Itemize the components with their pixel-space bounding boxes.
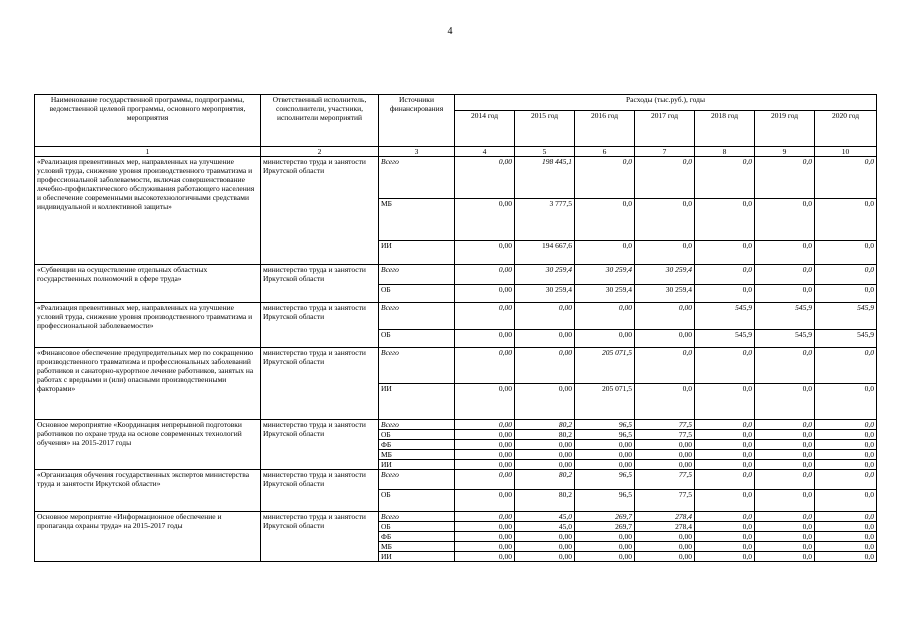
header-year: 2020 год (815, 111, 877, 147)
expense-value: 0,0 (695, 450, 755, 460)
expense-value: 80,2 (515, 420, 575, 430)
expense-value: 0,0 (755, 241, 815, 265)
expense-value: 545,9 (815, 330, 877, 348)
executor: министерство труда и занятости Иркутской области (261, 512, 379, 562)
page-number: 4 (447, 26, 453, 37)
expense-value: 0,00 (575, 532, 635, 542)
expense-value: 0,00 (635, 303, 695, 330)
expense-value: 278,4 (635, 512, 695, 522)
expense-value: 0,00 (515, 330, 575, 348)
expense-value: 0,0 (755, 384, 815, 420)
column-number: 4 (455, 147, 515, 157)
expense-value: 77,5 (635, 490, 695, 512)
expense-value: 0,00 (455, 157, 515, 199)
expense-value: 0,0 (635, 384, 695, 420)
expense-value: 0,0 (815, 420, 877, 430)
table-row (35, 303, 877, 330)
expense-value: 0,00 (455, 440, 515, 450)
expense-value: 0,0 (815, 490, 877, 512)
expense-value: 0,0 (575, 157, 635, 199)
expense-value: 0,0 (815, 532, 877, 542)
table-body (35, 157, 877, 562)
activity-name: «Реализация превентивных мер, направленных на улучшение условий труда, снижение уровня производственного травматизма и профессиональной заболеваемости» (35, 303, 261, 348)
expense-value: 0,0 (695, 512, 755, 522)
expense-value: 0,0 (635, 348, 695, 384)
expense-value: 0,0 (695, 490, 755, 512)
expense-value: 0,0 (635, 241, 695, 265)
column-number: 9 (755, 147, 815, 157)
table-row (35, 420, 877, 430)
header-year: 2014 год (455, 111, 515, 147)
expense-value: 0,0 (695, 285, 755, 303)
expense-value: 0,0 (695, 460, 755, 470)
expense-value: 0,0 (755, 420, 815, 430)
expense-value: 0,0 (695, 440, 755, 450)
expense-value: 0,00 (455, 552, 515, 562)
expense-value: 30 259,4 (575, 285, 635, 303)
expense-value: 0,00 (455, 265, 515, 285)
funding-source: ОБ (379, 285, 455, 303)
expense-value: 0,0 (755, 265, 815, 285)
funding-source: Всего (379, 512, 455, 522)
expense-value: 0,0 (695, 470, 755, 490)
expense-value: 545,9 (755, 303, 815, 330)
expense-value: 0,0 (755, 285, 815, 303)
expense-value: 0,00 (455, 512, 515, 522)
expense-value: 0,00 (455, 470, 515, 490)
header-name-column: Наименование государственной программы, подпрограммы, ведомственной целевой программы, основного мероприятия, мероприятия (35, 95, 261, 147)
column-number: 1 (35, 147, 261, 157)
expense-value: 0,00 (575, 330, 635, 348)
expense-value: 0,00 (635, 330, 695, 348)
expense-value: 0,00 (515, 440, 575, 450)
expense-value: 45,0 (515, 522, 575, 532)
expense-value: 0,00 (575, 303, 635, 330)
funding-source: Всего (379, 348, 455, 384)
expense-value: 0,0 (815, 199, 877, 241)
expense-value: 0,0 (815, 470, 877, 490)
expense-value: 0,00 (575, 552, 635, 562)
expense-value: 0,00 (455, 199, 515, 241)
expense-value: 96,5 (575, 490, 635, 512)
expense-value: 0,00 (635, 542, 695, 552)
executor: министерство труда и занятости Иркутской области (261, 157, 379, 265)
funding-source: МБ (379, 199, 455, 241)
funding-source: ОБ (379, 330, 455, 348)
expense-value: 0,0 (695, 542, 755, 552)
expense-value: 0,00 (455, 420, 515, 430)
expense-value: 80,2 (515, 430, 575, 440)
header-year: 2018 год (695, 111, 755, 147)
expense-value: 0,0 (695, 157, 755, 199)
expense-value: 0,00 (515, 532, 575, 542)
expense-value: 0,00 (515, 552, 575, 562)
expense-value: 0,0 (755, 490, 815, 512)
header-source-column: Источники финансирования (379, 95, 455, 147)
expense-value: 205 071,5 (575, 348, 635, 384)
expense-value: 0,00 (515, 450, 575, 460)
budget-table (34, 94, 877, 562)
expense-value: 0,00 (635, 450, 695, 460)
expense-value: 0,0 (815, 348, 877, 384)
expense-value: 0,0 (695, 532, 755, 542)
expense-value: 198 445,1 (515, 157, 575, 199)
expense-value: 0,0 (695, 199, 755, 241)
column-number: 5 (515, 147, 575, 157)
expense-value: 80,2 (515, 490, 575, 512)
expense-value: 77,5 (635, 420, 695, 430)
expense-value: 545,9 (695, 303, 755, 330)
expense-value: 0,0 (815, 430, 877, 440)
funding-source: ИИ (379, 241, 455, 265)
expense-value: 0,0 (815, 552, 877, 562)
expense-value: 545,9 (695, 330, 755, 348)
expense-value: 194 667,6 (515, 241, 575, 265)
funding-source: ОБ (379, 430, 455, 440)
expense-value: 0,0 (755, 450, 815, 460)
activity-name: «Финансовое обеспечение предупредительных мер по сокращению производственного травматизма и профессиональных заболеваний работников и санаторно-курортное лечение работников, занятых на работах с вредными и (или) опасными производственными факторами» (35, 348, 261, 420)
expense-value: 0,0 (815, 450, 877, 460)
expense-value: 77,5 (635, 470, 695, 490)
column-number: 2 (261, 147, 379, 157)
activity-name: «Реализация превентивных мер, направленных на улучшение условий труда, снижение уровня производственного травматизма и профессиональной заболеваемости, включая совершенствование лечебно-профилактического обслуживания работающего населения и обеспечение современными высокотехнологичными средствами индивидуальной и коллективной защиты» (35, 157, 261, 265)
expense-value: 0,0 (815, 460, 877, 470)
expense-value: 0,0 (815, 285, 877, 303)
table-row (35, 512, 877, 522)
expense-value: 0,0 (815, 542, 877, 552)
expense-value: 0,00 (455, 384, 515, 420)
expense-value: 0,0 (815, 512, 877, 522)
table-row (35, 265, 877, 285)
expense-value: 30 259,4 (635, 265, 695, 285)
expense-value: 0,00 (575, 440, 635, 450)
expense-value: 30 259,4 (635, 285, 695, 303)
expense-value: 45,0 (515, 512, 575, 522)
funding-source: Всего (379, 470, 455, 490)
expense-value: 96,5 (575, 420, 635, 430)
expense-value: 0,00 (455, 430, 515, 440)
expense-value: 0,0 (695, 384, 755, 420)
expense-value: 0,00 (635, 460, 695, 470)
expense-value: 545,9 (755, 330, 815, 348)
expense-value: 0,0 (575, 199, 635, 241)
funding-source: ИИ (379, 460, 455, 470)
activity-name: Основное мероприятие «Информационное обеспечение и пропаганда охраны труда» на 2015-2017 годы (35, 512, 261, 562)
expense-value: 3 777,5 (515, 199, 575, 241)
expense-value: 269,7 (575, 512, 635, 522)
expense-value: 0,0 (755, 460, 815, 470)
expense-value: 0,00 (455, 542, 515, 552)
expense-value: 278,4 (635, 522, 695, 532)
funding-source: ОБ (379, 522, 455, 532)
funding-source: ФБ (379, 532, 455, 542)
expense-value: 0,00 (455, 532, 515, 542)
column-number: 7 (635, 147, 695, 157)
expense-value: 0,0 (755, 542, 815, 552)
expense-value: 96,5 (575, 470, 635, 490)
funding-source: ФБ (379, 440, 455, 450)
funding-source: ОБ (379, 490, 455, 512)
expense-value: 0,00 (455, 303, 515, 330)
expense-value: 0,0 (695, 348, 755, 384)
header-year: 2015 год (515, 111, 575, 147)
header-executor-column: Ответственный исполнитель, соисполнители, участники, исполнители мероприятий (261, 95, 379, 147)
expense-value: 205 071,5 (575, 384, 635, 420)
expense-value: 0,00 (455, 241, 515, 265)
expense-value: 30 259,4 (515, 285, 575, 303)
expense-value: 0,00 (455, 330, 515, 348)
expense-value: 0,00 (515, 384, 575, 420)
expense-value: 0,0 (755, 552, 815, 562)
funding-source: МБ (379, 450, 455, 460)
expense-value: 0,00 (575, 460, 635, 470)
expense-value: 80,2 (515, 470, 575, 490)
column-number: 10 (815, 147, 877, 157)
header-expenses: Расходы (тыс.руб.), годы (455, 95, 877, 111)
executor: министерство труда и занятости Иркутской области (261, 420, 379, 470)
activity-name: «Организация обучения государственных экспертов министерства труда и занятости Иркутской области» (35, 470, 261, 512)
table-row (35, 470, 877, 490)
expense-value: 0,0 (755, 440, 815, 450)
column-number: 3 (379, 147, 455, 157)
executor: министерство труда и занятости Иркутской области (261, 303, 379, 348)
expense-value: 0,0 (755, 512, 815, 522)
expense-value: 0,00 (575, 542, 635, 552)
expense-value: 0,0 (755, 522, 815, 532)
expense-value: 0,0 (815, 265, 877, 285)
expense-value: 0,00 (515, 348, 575, 384)
header-year: 2019 год (755, 111, 815, 147)
column-number: 8 (695, 147, 755, 157)
activity-name: «Субвенции на осуществление отдельных областных государственных полномочий в сфере труда» (35, 265, 261, 303)
column-number: 6 (575, 147, 635, 157)
funding-source: Всего (379, 303, 455, 330)
column-number-row (35, 147, 877, 157)
expense-value: 0,00 (515, 303, 575, 330)
expense-value: 0,0 (755, 532, 815, 542)
activity-name: Основное мероприятие «Координация непрерывной подготовки работников по охране труда на основе современных технологий обучения» на 2015-2017 годы (35, 420, 261, 470)
funding-source: Всего (379, 420, 455, 430)
funding-source: Всего (379, 265, 455, 285)
table-row (35, 157, 877, 199)
expense-value: 0,00 (575, 450, 635, 460)
header-year: 2016 год (575, 111, 635, 147)
executor: министерство труда и занятости Иркутской области (261, 348, 379, 420)
expense-value: 0,0 (755, 430, 815, 440)
executor: министерство труда и занятости Иркутской области (261, 470, 379, 512)
expense-value: 0,00 (455, 460, 515, 470)
expense-value: 77,5 (635, 430, 695, 440)
expense-value: 0,0 (635, 157, 695, 199)
expense-value: 0,00 (455, 490, 515, 512)
executor: министерство труда и занятости Иркутской области (261, 265, 379, 303)
expense-value: 0,0 (695, 241, 755, 265)
expense-value: 0,0 (815, 384, 877, 420)
expense-value: 0,0 (755, 157, 815, 199)
expense-value: 0,0 (695, 430, 755, 440)
expense-value: 0,00 (635, 532, 695, 542)
expense-value: 96,5 (575, 430, 635, 440)
expense-value: 30 259,4 (575, 265, 635, 285)
expense-value: 0,00 (515, 460, 575, 470)
expense-value: 0,00 (455, 285, 515, 303)
expense-value: 545,9 (815, 303, 877, 330)
expense-value: 0,0 (695, 265, 755, 285)
expense-value: 30 259,4 (515, 265, 575, 285)
expense-value: 0,0 (575, 241, 635, 265)
expense-value: 0,0 (755, 348, 815, 384)
expense-value: 0,00 (455, 450, 515, 460)
funding-source: Всего (379, 157, 455, 199)
expense-value: 0,0 (815, 241, 877, 265)
expense-value: 0,00 (455, 348, 515, 384)
expense-value: 269,7 (575, 522, 635, 532)
expense-value: 0,0 (695, 552, 755, 562)
expense-value: 0,0 (695, 522, 755, 532)
expense-value: 0,00 (635, 440, 695, 450)
expense-value: 0,0 (755, 470, 815, 490)
expense-value: 0,0 (815, 440, 877, 450)
funding-source: ИИ (379, 552, 455, 562)
funding-source: МБ (379, 542, 455, 552)
funding-source: ИИ (379, 384, 455, 420)
expense-value: 0,0 (635, 199, 695, 241)
expense-value: 0,00 (515, 542, 575, 552)
expense-value: 0,00 (635, 552, 695, 562)
table-row (35, 348, 877, 384)
expense-value: 0,0 (755, 199, 815, 241)
expense-value: 0,00 (455, 522, 515, 532)
expense-value: 0,0 (695, 420, 755, 430)
header-year: 2017 год (635, 111, 695, 147)
expense-value: 0,0 (815, 522, 877, 532)
expense-value: 0,0 (815, 157, 877, 199)
